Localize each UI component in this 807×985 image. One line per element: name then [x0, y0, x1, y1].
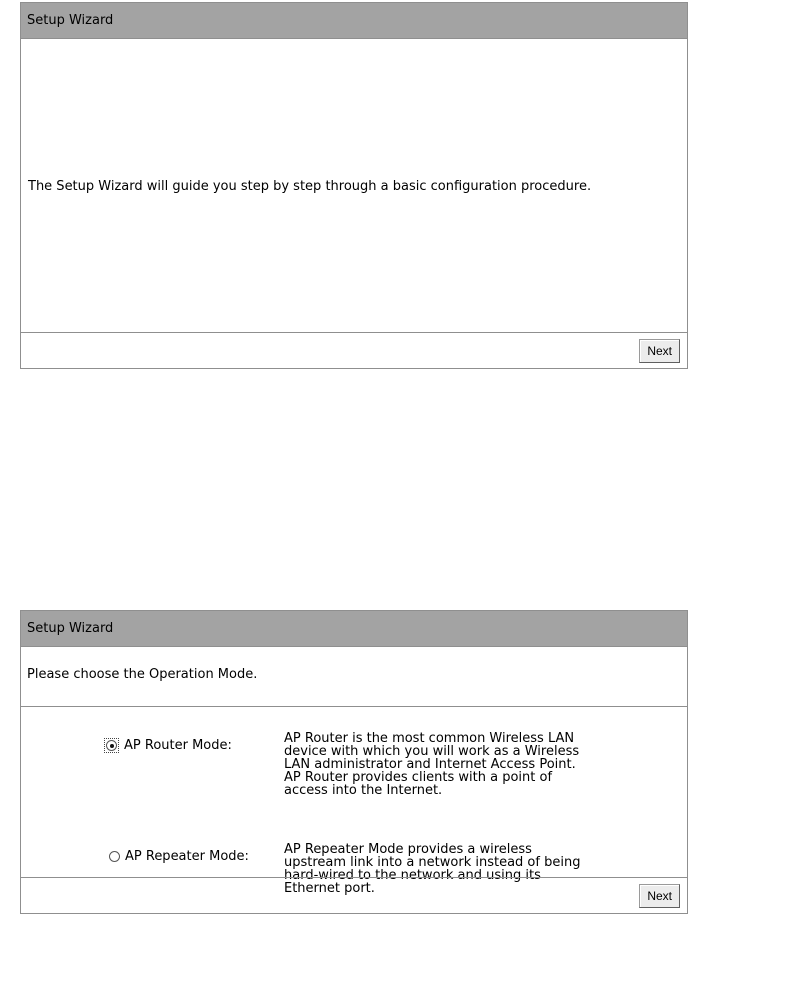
ap-router-label[interactable]: AP Router Mode: [124, 738, 232, 753]
ap-repeater-radio[interactable] [109, 851, 120, 862]
description-line: device with which you will work as a Wireless [284, 744, 580, 759]
description-line: Ethernet port. [284, 881, 375, 896]
description-line: AP Router provides clients with a point of [284, 770, 553, 785]
ap-router-radio-group[interactable] [104, 738, 232, 753]
panel-footer [21, 332, 687, 368]
operation-mode-panel [20, 610, 688, 914]
description-line: AP Router is the most common Wireless LAN [284, 731, 575, 746]
panel-header [21, 3, 687, 39]
operation-mode-prompt: Please choose the Operation Mode. [27, 667, 258, 682]
next-button[interactable]: Next [639, 884, 680, 908]
ap-router-radio[interactable] [106, 740, 117, 751]
setup-wizard-intro-panel [20, 2, 688, 369]
next-button[interactable]: Next [639, 339, 680, 363]
description-line: AP Repeater Mode provides a wireless [284, 842, 532, 857]
description-line: hard-wired to the network and using its [284, 868, 541, 883]
description-line: access into the Internet. [284, 783, 443, 798]
description-line: LAN administrator and Internet Access Point. [284, 757, 576, 772]
prompt-row [21, 647, 687, 707]
ap-repeater-label[interactable]: AP Repeater Mode: [125, 849, 249, 864]
ap-repeater-radio-group[interactable] [109, 849, 249, 864]
intro-message: The Setup Wizard will guide you step by step through a basic configuration procedure. [28, 179, 592, 194]
ap-router-description [284, 732, 619, 797]
panel-footer [21, 877, 687, 913]
description-line: upstream link into a network instead of being [284, 855, 581, 870]
panel-title: Setup Wizard [27, 13, 114, 28]
panel-title: Setup Wizard [27, 621, 114, 636]
focus-outline [104, 738, 119, 753]
panel-header [21, 611, 687, 647]
